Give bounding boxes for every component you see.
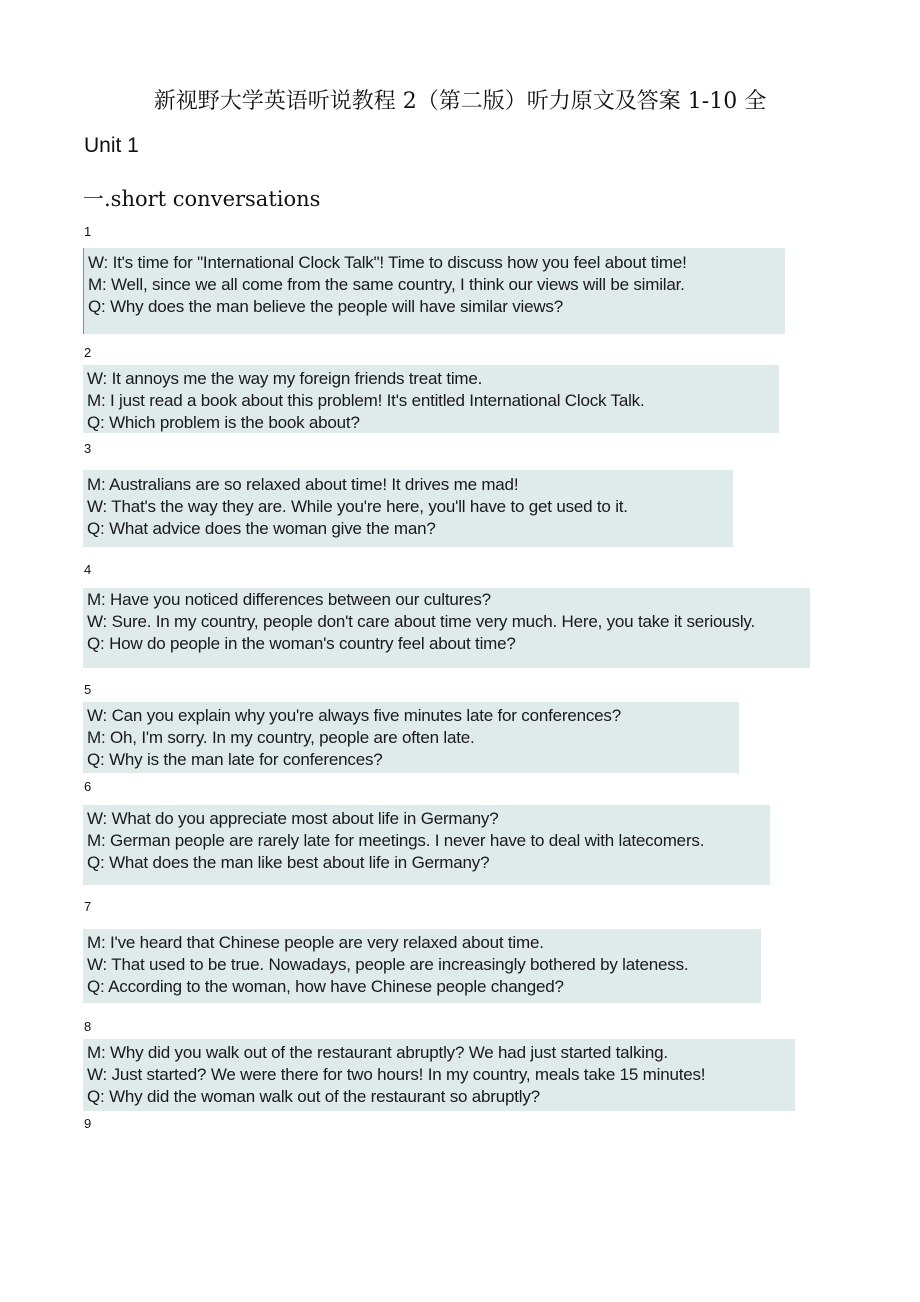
- dialog-line: W: Just started? We were there for two hours! In my country, meals take 15 minutes!: [87, 1065, 706, 1084]
- page-title: 新视野大学英语听说教程 2（第二版）听力原文及答案 1-10 全: [153, 89, 767, 114]
- dialog-line: M: Why did you walk out of the restaurant abruptly? We had just started talking.: [87, 1043, 668, 1062]
- dialog-line: M: Well, since we all come from the same country, I think our views will be similar.: [88, 275, 685, 294]
- unit-heading: Unit 1: [84, 134, 139, 157]
- dialog-line: W: It annoys me the way my foreign friends treat time.: [87, 369, 483, 388]
- dialog-line: Q: What does the man like best about life in Germany?: [87, 853, 490, 872]
- item-number: 5: [84, 682, 92, 697]
- dialog-line: W: That's the way they are. While you're here, you'll have to get used to it.: [87, 497, 628, 516]
- conversation-block: [83, 588, 810, 668]
- conversation-block: [83, 1039, 795, 1111]
- conversation-block: [83, 805, 770, 885]
- item-number: 4: [84, 562, 92, 577]
- item-number: 9: [84, 1116, 92, 1131]
- item-number: 6: [84, 779, 92, 794]
- conversation-block: [83, 248, 785, 334]
- dialog-line: W: Sure. In my country, people don't care about time very much. Here, you take it seriously.: [87, 612, 755, 631]
- dialog-line: M: Australians are so relaxed about time! It drives me mad!: [87, 475, 519, 494]
- dialog-line: Q: What advice does the woman give the man?: [87, 519, 436, 538]
- item-number: 3: [84, 441, 92, 456]
- dialog-line: M: I just read a book about this problem! It's entitled International Clock Talk.: [87, 391, 645, 410]
- dialog-line: M: Oh, I'm sorry. In my country, people are often late.: [87, 728, 475, 747]
- item-number: 1: [84, 224, 92, 239]
- dialog-line: M: Have you noticed differences between our cultures?: [87, 590, 491, 609]
- dialog-line: W: Can you explain why you're always five minutes late for conferences?: [87, 706, 621, 725]
- conversation-block: [83, 365, 779, 433]
- dialog-line: Q: Which problem is the book about?: [87, 413, 360, 432]
- item-number: 2: [84, 345, 92, 360]
- dialog-line: W: What do you appreciate most about life in Germany?: [87, 809, 499, 828]
- dialog-line: Q: Why did the woman walk out of the restaurant so abruptly?: [87, 1087, 540, 1106]
- dialog-line: W: It's time for "International Clock Talk"! Time to discuss how you feel about time!: [88, 253, 687, 272]
- dialog-line: M: I've heard that Chinese people are very relaxed about time.: [87, 933, 544, 952]
- conversation-block: [83, 470, 733, 547]
- section-heading: 一.short conversations: [83, 187, 321, 211]
- item-number: 8: [84, 1019, 92, 1034]
- dialog-line: M: German people are rarely late for meetings. I never have to deal with latecomers.: [87, 831, 705, 850]
- dialog-line: Q: According to the woman, how have Chinese people changed?: [87, 977, 564, 996]
- dialog-line: Q: How do people in the woman's country feel about time?: [87, 634, 516, 653]
- conversation-block: [83, 702, 739, 773]
- dialog-line: Q: Why is the man late for conferences?: [87, 750, 383, 769]
- dialog-line: W: That used to be true. Nowadays, people are increasingly bothered by lateness.: [87, 955, 689, 974]
- item-number: 7: [84, 899, 92, 914]
- conversation-block: [83, 929, 761, 1003]
- dialog-line: Q: Why does the man believe the people will have similar views?: [88, 297, 563, 316]
